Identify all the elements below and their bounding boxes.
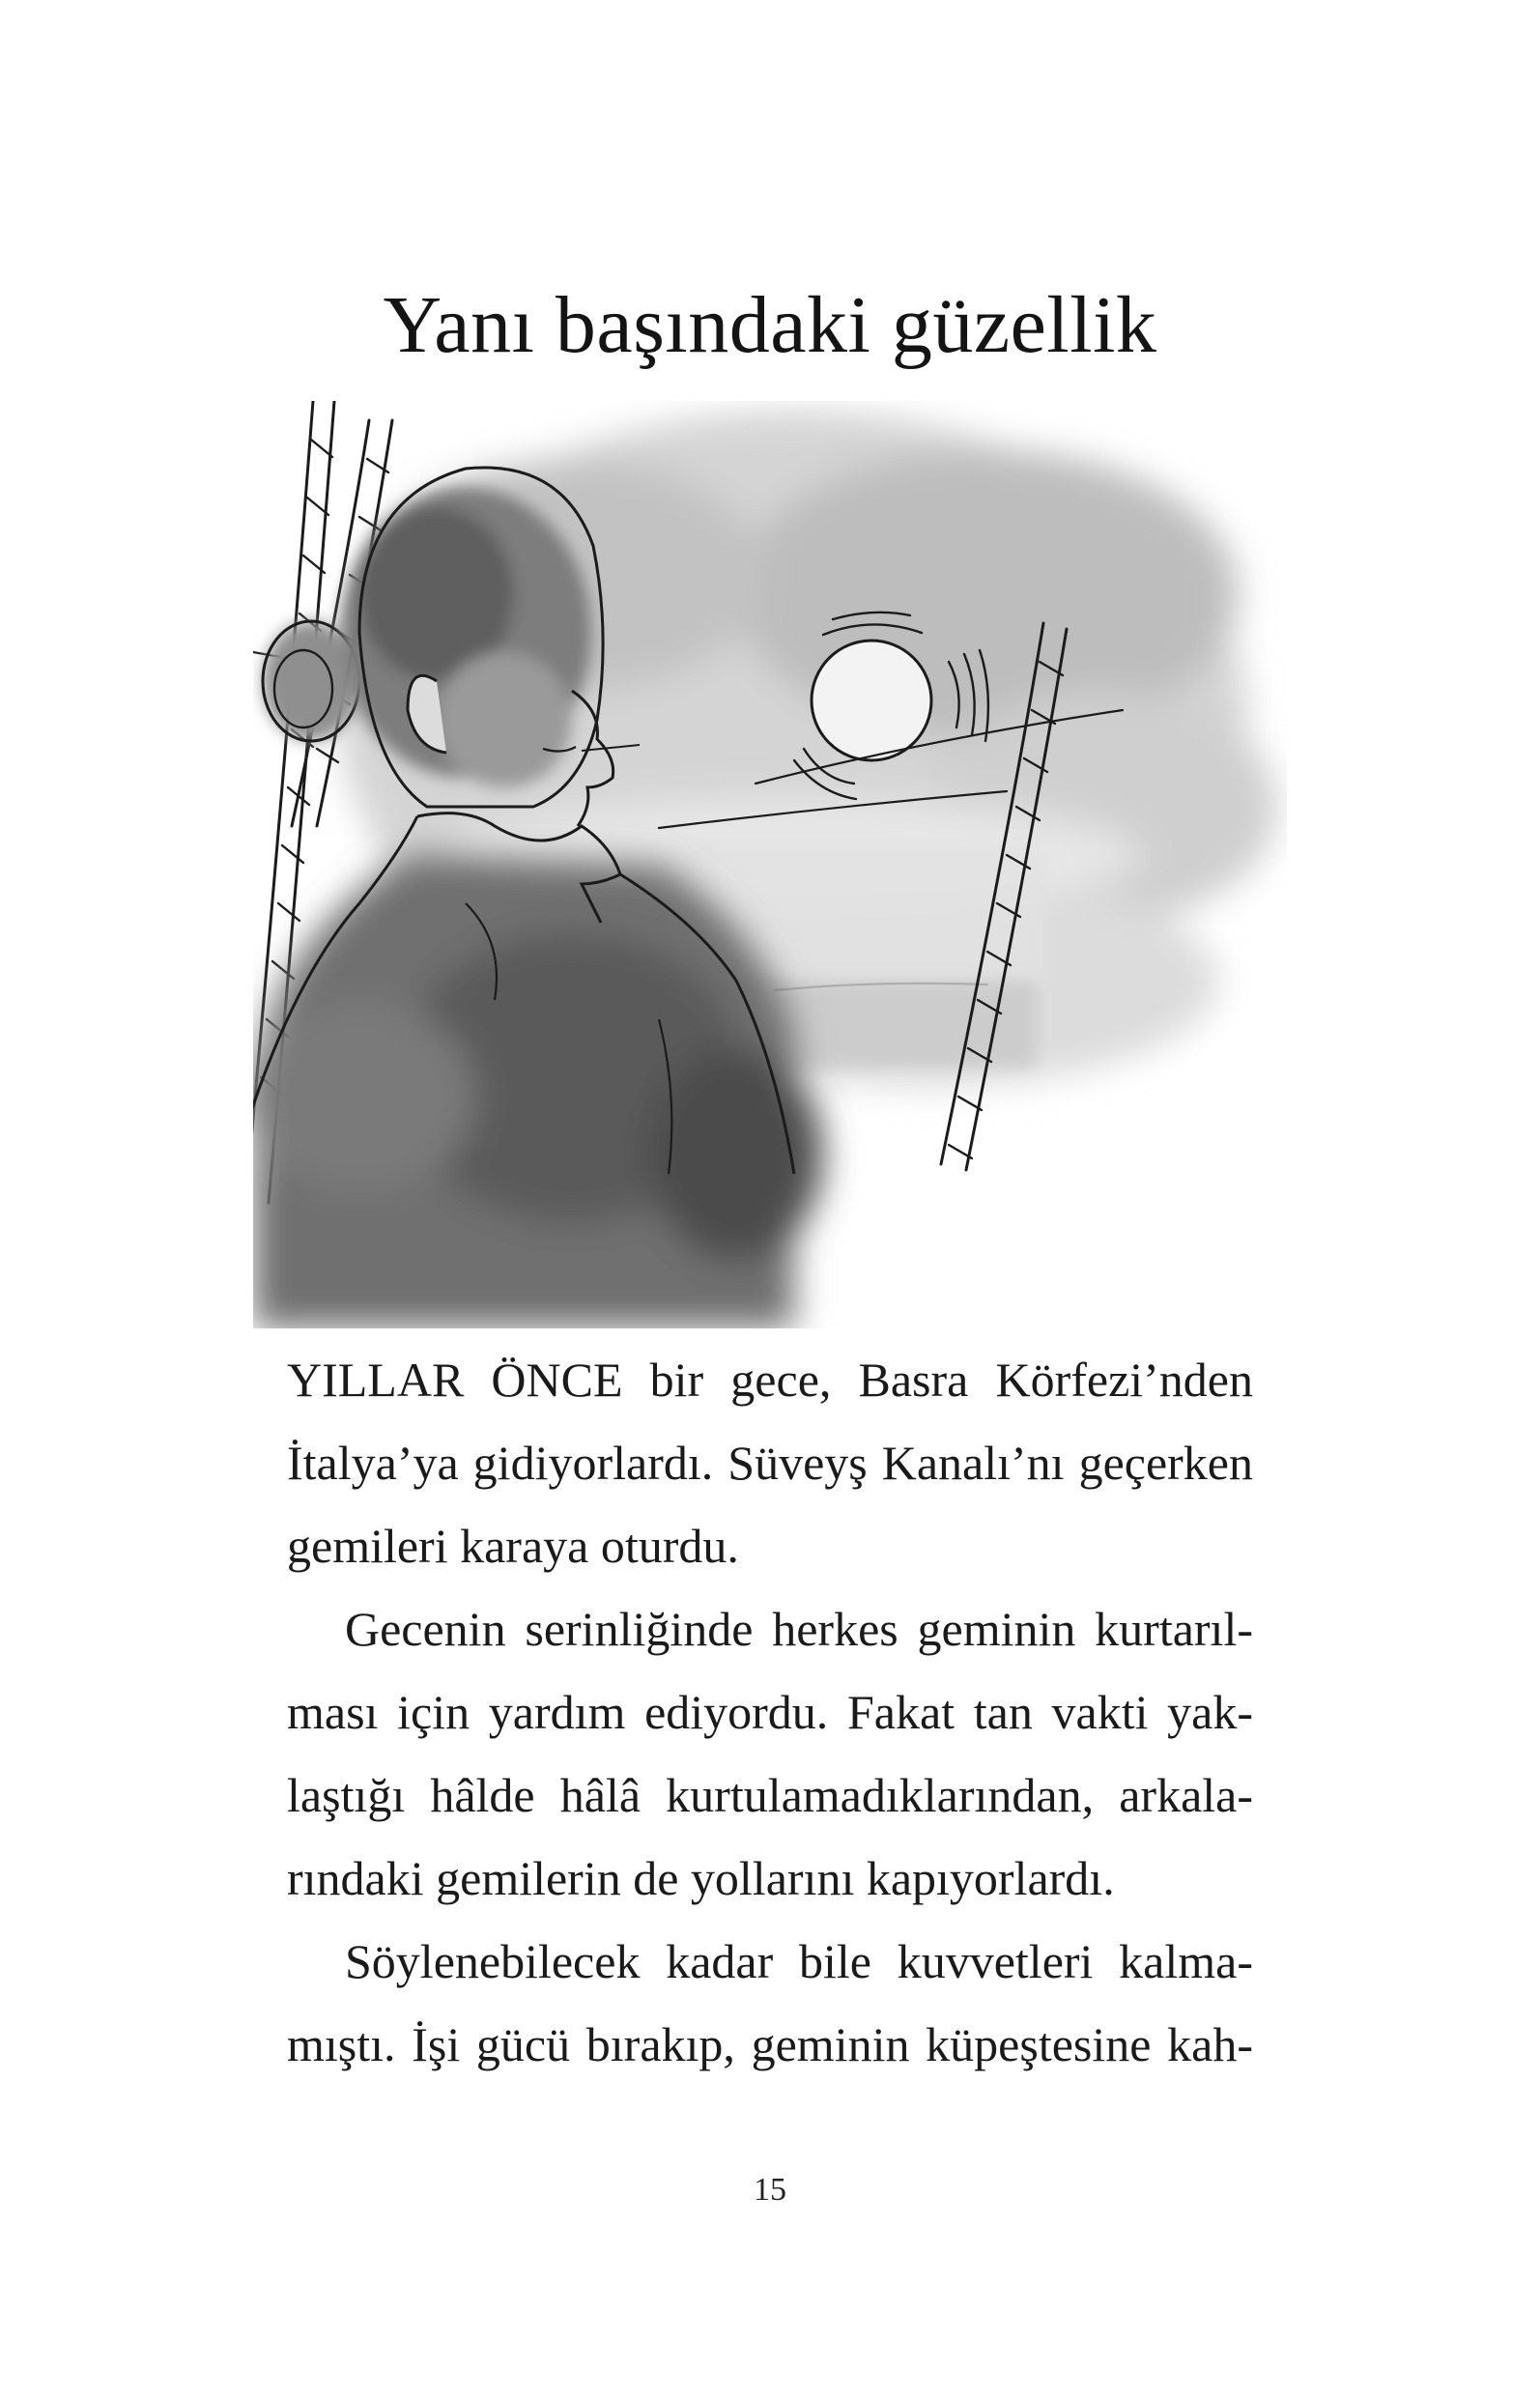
body-line: İtalya’ya gidiyorlardı. Süveyş Kanalı’nı geçerken — [287, 1436, 1253, 1490]
body-line: Gecenin serinliğinde herkes geminin kurtarıl- — [345, 1602, 1253, 1656]
body-line: mıştı. İşi gücü bırakıp, geminin küpeştesine kah- — [287, 2017, 1253, 2071]
body-line: gemileri karaya oturdu. — [287, 1519, 739, 1573]
chapter-title: Yanı başındaki güzellik — [383, 280, 1157, 370]
body-line: laştığı hâlde hâlâ kurtulamadıklarından, arkala- — [287, 1768, 1253, 1822]
body-line: rındaki gemilerin de yollarını kapıyorlardı. — [287, 1851, 1115, 1905]
illustration-man-on-ship — [253, 401, 1287, 1328]
page-number: 15 — [754, 2172, 786, 2208]
body-line: YILLAR ÖNCE bir gece, Basra Körfezi’nden — [287, 1353, 1253, 1407]
body-line: ması için yardım ediyordu. Fakat tan vakti yak- — [287, 1685, 1253, 1739]
body-line: Söylenebilecek kadar bile kuvvetleri kalma- — [345, 1934, 1253, 1988]
body-text — [287, 1338, 1253, 2086]
